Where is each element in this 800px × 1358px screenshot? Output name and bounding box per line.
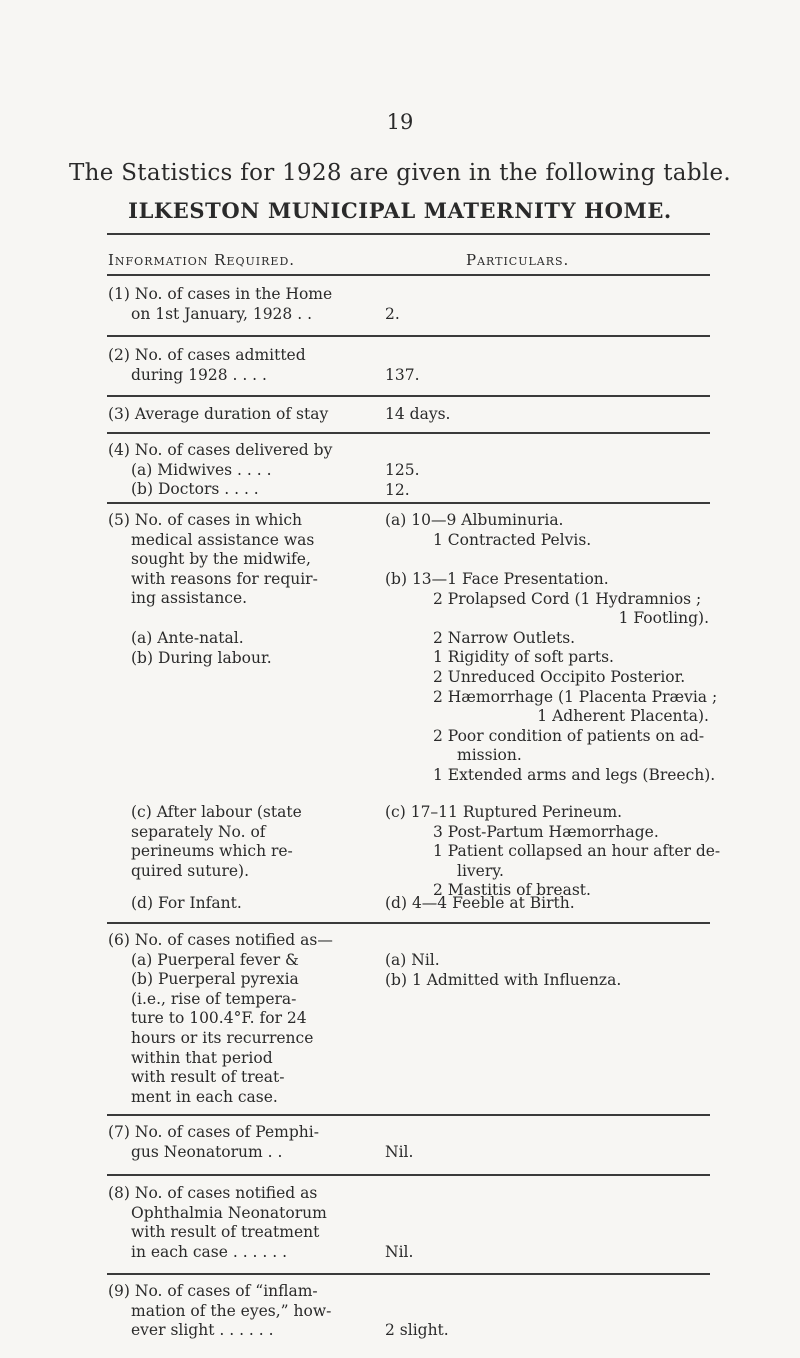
page-number: 19 <box>386 110 414 134</box>
row-rule <box>107 1174 710 1176</box>
row-1-particulars: 2. <box>385 305 400 323</box>
row-6-info: (6) No. of cases notified as— (a) Puerperal fever & (b) Puerperal pyrexia (i.e., rise of tempera- ture to 100.4°F. for 24 hours or its recurrence within that period with result of treat- ment in each case. <box>108 931 333 1106</box>
row-9-particulars: 2 slight. <box>385 1321 449 1339</box>
row-8-particulars: Nil. <box>385 1243 414 1261</box>
row-4-particulars: 125. 12. <box>385 461 420 499</box>
row-5-particulars-c: (c) 17–11 Ruptured Perineum. 3 Post-Partum Hæmorrhage. 1 Patient collapsed an hour after de- livery. 2 Mastitis of breast. <box>385 803 721 900</box>
column-header-info: Information Required. <box>108 251 296 269</box>
row-5-info: (5) No. of cases in which medical assistance was sought by the midwife, with reasons for requir- ing assistance. <box>108 511 318 608</box>
row-2-info: (2) No. of cases admitted during 1928 . . . . <box>108 346 306 384</box>
row-5-info-a: (a) Ante-natal. <box>131 629 244 647</box>
row-rule <box>107 395 710 397</box>
row-rule <box>107 922 710 924</box>
row-5-info-b: (b) During labour. <box>131 649 272 667</box>
column-header-particulars: Particulars. <box>466 251 570 269</box>
row-rule <box>107 1114 710 1116</box>
row-8-info: (8) No. of cases notified as Ophthalmia Neonatorum with result of treatment in each case . . . . . . <box>108 1184 327 1261</box>
row-5-particulars-a: (a) 10—9 Albuminuria. 1 Contracted Pelvis. <box>385 511 592 549</box>
row-5-info-c: (c) After labour (state separately No. of perineums which re- quired suture). <box>131 803 302 880</box>
row-9-info: (9) No. of cases of “inflam- mation of the eyes,” how- ever slight . . . . . . <box>108 1282 332 1340</box>
row-4-info: (4) No. of cases delivered by (a) Midwives . . . . (b) Doctors . . . . <box>108 441 333 499</box>
row-6-particulars: (a) Nil. (b) 1 Admitted with Influenza. <box>385 951 622 989</box>
row-5-info-d: (d) For Infant. <box>131 894 242 912</box>
row-5-particulars-b: (b) 13—1 Face Presentation. 2 Prolapsed Cord (1 Hydramnios ; 1 Footling). 2 Narrow Outlets. 1 Rigidity of soft parts. 2 Unreduced Occipito Posterior. 2 Hæmorrhage (1 Placenta Prævia ; 1 Adherent Placenta). 2 Poor condition of patients on ad- mission. 1 Extended arms and legs (Breech). <box>385 570 718 784</box>
intro-text: The Statistics for 1928 are given in the following table. <box>68 160 732 186</box>
row-3-info: (3) Average duration of stay <box>108 405 329 423</box>
table-top-rule <box>107 233 710 235</box>
header-bottom-rule <box>107 274 710 276</box>
row-rule <box>107 1273 710 1275</box>
row-rule <box>107 335 710 337</box>
row-7-particulars: Nil. <box>385 1143 414 1161</box>
row-5-particulars-d: (d) 4—4 Feeble at Birth. <box>385 894 575 912</box>
table-heading: ILKESTON MUNICIPAL MATERNITY HOME. <box>128 198 672 223</box>
row-2-particulars: 137. <box>385 366 420 384</box>
row-rule <box>107 432 710 434</box>
row-1-info: (1) No. of cases in the Home on 1st January, 1928 . . <box>108 285 333 323</box>
row-rule <box>107 502 710 504</box>
row-3-particulars: 14 days. <box>385 405 451 423</box>
row-7-info: (7) No. of cases of Pemphi- gus Neonatorum . . <box>108 1123 319 1161</box>
